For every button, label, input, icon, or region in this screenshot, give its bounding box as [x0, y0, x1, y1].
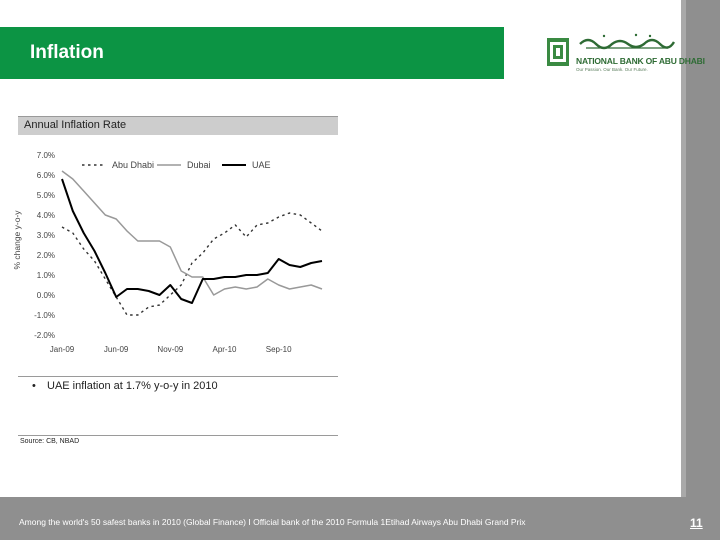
x-tick-label: Apr-10: [212, 345, 237, 354]
bullet-marker: •: [32, 380, 36, 392]
divider: [18, 376, 338, 377]
y-tick-label: 1.0%: [36, 271, 55, 280]
page-number: 11: [690, 516, 703, 530]
divider: [18, 435, 338, 436]
y-tick-label: -2.0%: [34, 331, 55, 340]
legend-label: Abu Dhabi: [112, 160, 155, 170]
y-axis-label: % change y-o-y: [12, 210, 22, 270]
x-tick-label: Sep-10: [265, 345, 292, 354]
series-line-dubai: [62, 171, 322, 295]
y-tick-label: 7.0%: [36, 151, 55, 160]
y-tick-label: 0.0%: [36, 291, 55, 300]
bank-name: NATIONAL BANK OF ABU DHABI: [576, 56, 705, 66]
y-tick-label: 6.0%: [36, 171, 55, 180]
bank-tagline: Our Passion. Our Bank. Our Future.: [576, 67, 648, 72]
series-line-uae: [62, 179, 322, 303]
legend-label: UAE: [252, 160, 271, 170]
slide-title: Inflation: [30, 42, 104, 63]
bullet-text: UAE inflation at 1.7% y-o-y in 2010: [47, 380, 218, 392]
x-tick-label: Jan-09: [49, 345, 75, 354]
x-tick-label: Nov-09: [157, 345, 184, 354]
y-tick-label: -1.0%: [34, 311, 55, 320]
y-tick-label: 5.0%: [36, 191, 55, 200]
source-note: Source: CB, NBAD: [20, 438, 80, 445]
y-tick-label: 3.0%: [36, 231, 55, 240]
y-tick-label: 4.0%: [36, 211, 55, 220]
legend-label: Dubai: [187, 160, 211, 170]
footer-text: Among the world's 50 safest banks in 2010 (Global Finance) I Official bank of the 2010 Formula 1Etihad Airways Abu Dhabi Grand Prix: [19, 517, 526, 527]
y-tick-label: 2.0%: [36, 251, 55, 260]
x-tick-label: Jun-09: [103, 345, 129, 354]
chart-header: Annual Inflation Rate: [24, 119, 127, 131]
